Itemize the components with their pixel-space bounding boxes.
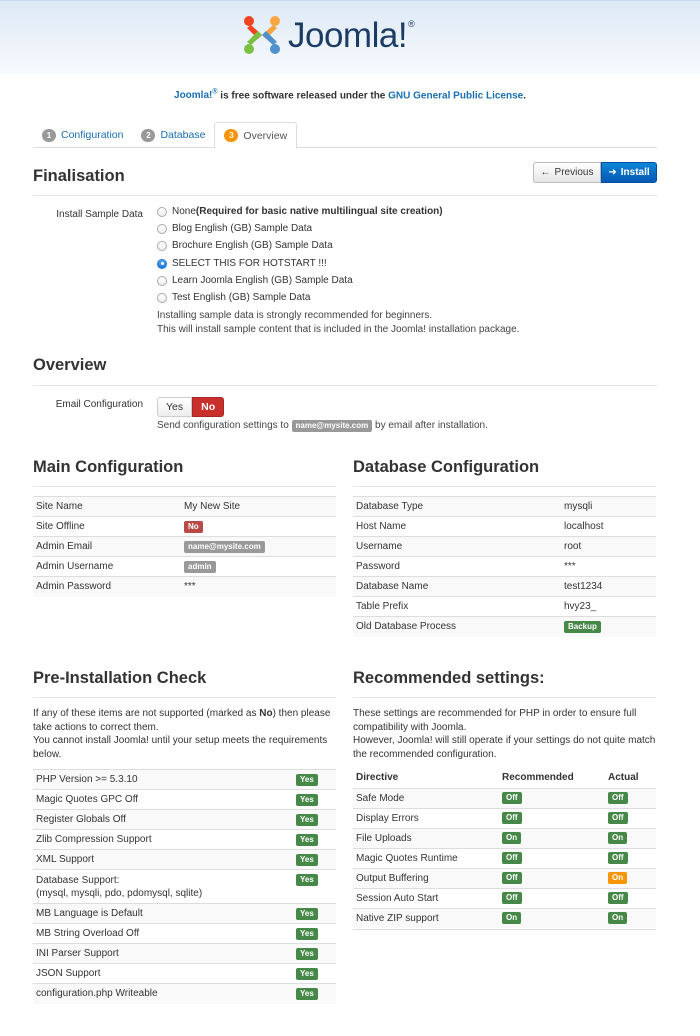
finalisation-title: Finalisation [33, 167, 125, 185]
email-badge: name@mysite.com [292, 420, 373, 432]
table-row: Display Errors Off Off [353, 808, 656, 828]
db-config-table [353, 496, 656, 637]
recommended-badge: Off [502, 892, 522, 904]
table-row: XML Support Yes [33, 850, 336, 870]
site-offline-badge: No [184, 521, 203, 533]
email-config-label: Email Configuration [55, 399, 143, 410]
table-row: JSON Support Yes [33, 964, 336, 984]
tab-configuration[interactable] [33, 122, 132, 148]
main-config-table [33, 496, 336, 597]
step-number: 2 [141, 129, 155, 142]
tab-overview[interactable] [214, 122, 297, 149]
radio-button-selected[interactable] [157, 259, 167, 269]
tab-label: Database [160, 129, 206, 141]
radio-button[interactable] [157, 276, 167, 286]
actual-badge: Off [608, 792, 628, 804]
db-config-title: Database Configuration [353, 458, 540, 476]
actual-badge: On [608, 912, 627, 924]
recommended-badge: Off [502, 852, 522, 864]
recommended-badge: On [502, 912, 521, 924]
table-row: Admin Username admin [33, 557, 336, 577]
recommended-badge: On [502, 832, 521, 844]
sample-option-learn[interactable]: Learn Joomla English (GB) Sample Data [157, 275, 353, 286]
table-row: Output Buffering Off On [353, 868, 656, 888]
actual-badge: Off [608, 892, 628, 904]
joomla-logo[interactable] [240, 13, 414, 57]
radio-button[interactable] [157, 241, 167, 251]
table-row: Native ZIP support On On [353, 908, 656, 928]
recommended-intro: These settings are recommended for PHP in order to ensure full compatibility with Joomla. However, Joomla! will still operate if your settings do not quite match the recommended configuration. [353, 708, 656, 760]
sample-data-label: Install Sample Data [56, 209, 143, 220]
precheck-title: Pre-Installation Check [33, 669, 207, 687]
install-button[interactable]: ➜ Install [601, 162, 657, 183]
recommended-badge: Off [502, 792, 522, 804]
sample-option-brochure[interactable]: Brochure English (GB) Sample Data [157, 240, 333, 251]
email-yes-button[interactable]: Yes [157, 397, 192, 417]
admin-password-value: *** [181, 577, 336, 597]
sample-help-2: This will install sample content that is included in the Joomla! installation package. [157, 324, 520, 335]
logo-registered: ® [408, 19, 415, 29]
recommended-badge: Off [502, 812, 522, 824]
status-badge: Yes [296, 814, 318, 826]
table-row: Host Name localhost [353, 517, 656, 537]
main-config-title: Main Configuration [33, 458, 184, 476]
radio-button[interactable] [157, 293, 167, 303]
table-header-row: Directive Recommended Actual [356, 772, 639, 784]
status-badge: Yes [296, 854, 318, 866]
radio-button[interactable] [157, 224, 167, 234]
radio-button[interactable] [157, 207, 167, 217]
recommended-badge: Off [502, 872, 522, 884]
tab-database[interactable] [132, 122, 214, 148]
status-badge: Yes [296, 968, 318, 980]
header [0, 0, 700, 74]
arrow-right-icon: ➜ [608, 167, 617, 178]
gpl-link[interactable]: GNU General Public License [388, 90, 524, 102]
table-row: MB String Overload Off Yes [33, 924, 336, 944]
table-row: MB Language is Default Yes [33, 904, 336, 924]
table-row: Table Prefix hvy23_ [353, 597, 656, 617]
table-row: Site Offline No [33, 517, 336, 537]
table-row: PHP Version >= 5.3.10 Yes [33, 770, 336, 790]
status-badge: Yes [296, 988, 318, 1000]
actual-badge-warning: On [608, 872, 627, 884]
table-row: Safe Mode Off Off [353, 788, 656, 808]
divider [353, 697, 656, 698]
table-row: Password *** [353, 557, 656, 577]
table-row: Admin Email name@mysite.com [33, 537, 336, 557]
table-row: Magic Quotes GPC Off Yes [33, 790, 336, 810]
table-bottom-border [353, 929, 656, 930]
table-row: File Uploads On On [353, 828, 656, 848]
tab-label: Configuration [61, 129, 124, 141]
email-no-button[interactable]: No [192, 397, 224, 417]
install-steps-tabs [33, 122, 657, 148]
status-badge: Yes [296, 794, 318, 806]
nav-buttons [533, 162, 657, 183]
table-row: Admin Password *** [33, 577, 336, 597]
table-row: Username root [353, 537, 656, 557]
divider [33, 486, 336, 487]
table-row: Zlib Compression Support Yes [33, 830, 336, 850]
table-row: Database Type mysqli [353, 497, 656, 517]
status-badge: Yes [296, 834, 318, 846]
previous-button[interactable]: ← Previous [533, 162, 601, 183]
recommended-title: Recommended settings: [353, 669, 545, 687]
divider [353, 486, 656, 487]
sample-option-hotstart[interactable]: SELECT THIS FOR HOTSTART !!! [157, 258, 327, 269]
step-number: 1 [42, 129, 56, 142]
admin-username-badge: admin [184, 561, 216, 573]
divider [33, 195, 657, 196]
old-db-process-badge: Backup [564, 621, 601, 633]
status-badge: Yes [296, 874, 318, 886]
table-row: INI Parser Support Yes [33, 944, 336, 964]
sample-option-blog[interactable]: Blog English (GB) Sample Data [157, 223, 312, 234]
admin-email-badge: name@mysite.com [184, 541, 265, 553]
overview-title: Overview [33, 356, 107, 374]
step-number: 3 [224, 129, 238, 142]
precheck-intro: If any of these items are not supported (marked as No) then please take actions to correct them. You cannot install Joomla! until your setup meets the requirements below. [33, 708, 331, 760]
tab-label: Overview [243, 129, 288, 142]
actual-badge: Off [608, 812, 628, 824]
table-row: configuration.php Writeable Yes [33, 984, 336, 1004]
recommended-table [353, 768, 656, 928]
actual-badge: Off [608, 852, 628, 864]
joomla-logo-icon [240, 13, 284, 57]
status-badge: Yes [296, 908, 318, 920]
table-row: Session Auto Start Off Off [353, 888, 656, 908]
table-row: Magic Quotes Runtime Off Off [353, 848, 656, 868]
sample-option-none[interactable]: None (Required for basic native multilingual site creation) [157, 206, 443, 217]
table-row: Register Globals Off Yes [33, 810, 336, 830]
sample-help-1: Installing sample data is strongly recommended for beginners. [157, 310, 433, 321]
precheck-table [33, 769, 336, 1004]
logo-text: Joomla! [288, 16, 408, 55]
status-badge: Yes [296, 948, 318, 960]
sample-option-test[interactable]: Test English (GB) Sample Data [157, 292, 310, 303]
status-badge: Yes [296, 928, 318, 940]
table-row: Database Support: (mysql, mysqli, pdo, pdomysql, sqlite) Yes [33, 870, 336, 904]
table-row: Old Database Process Backup [353, 617, 656, 637]
status-badge: Yes [296, 774, 318, 786]
joomla-link[interactable]: Joomla!® [174, 89, 218, 102]
actual-badge: On [608, 832, 627, 844]
table-row: Database Name test1234 [353, 577, 656, 597]
divider [33, 697, 336, 698]
arrow-left-icon: ← [540, 167, 551, 178]
table-row: Site Name My New Site [33, 497, 336, 517]
email-help: Send configuration settings to name@mysite.com by email after installation. [157, 420, 488, 431]
license-notice: Joomla!® is free software released under the GNU General Public License. [174, 89, 526, 102]
site-name-value: My New Site [181, 497, 336, 517]
divider [33, 385, 657, 386]
email-config-toggle [157, 397, 224, 417]
